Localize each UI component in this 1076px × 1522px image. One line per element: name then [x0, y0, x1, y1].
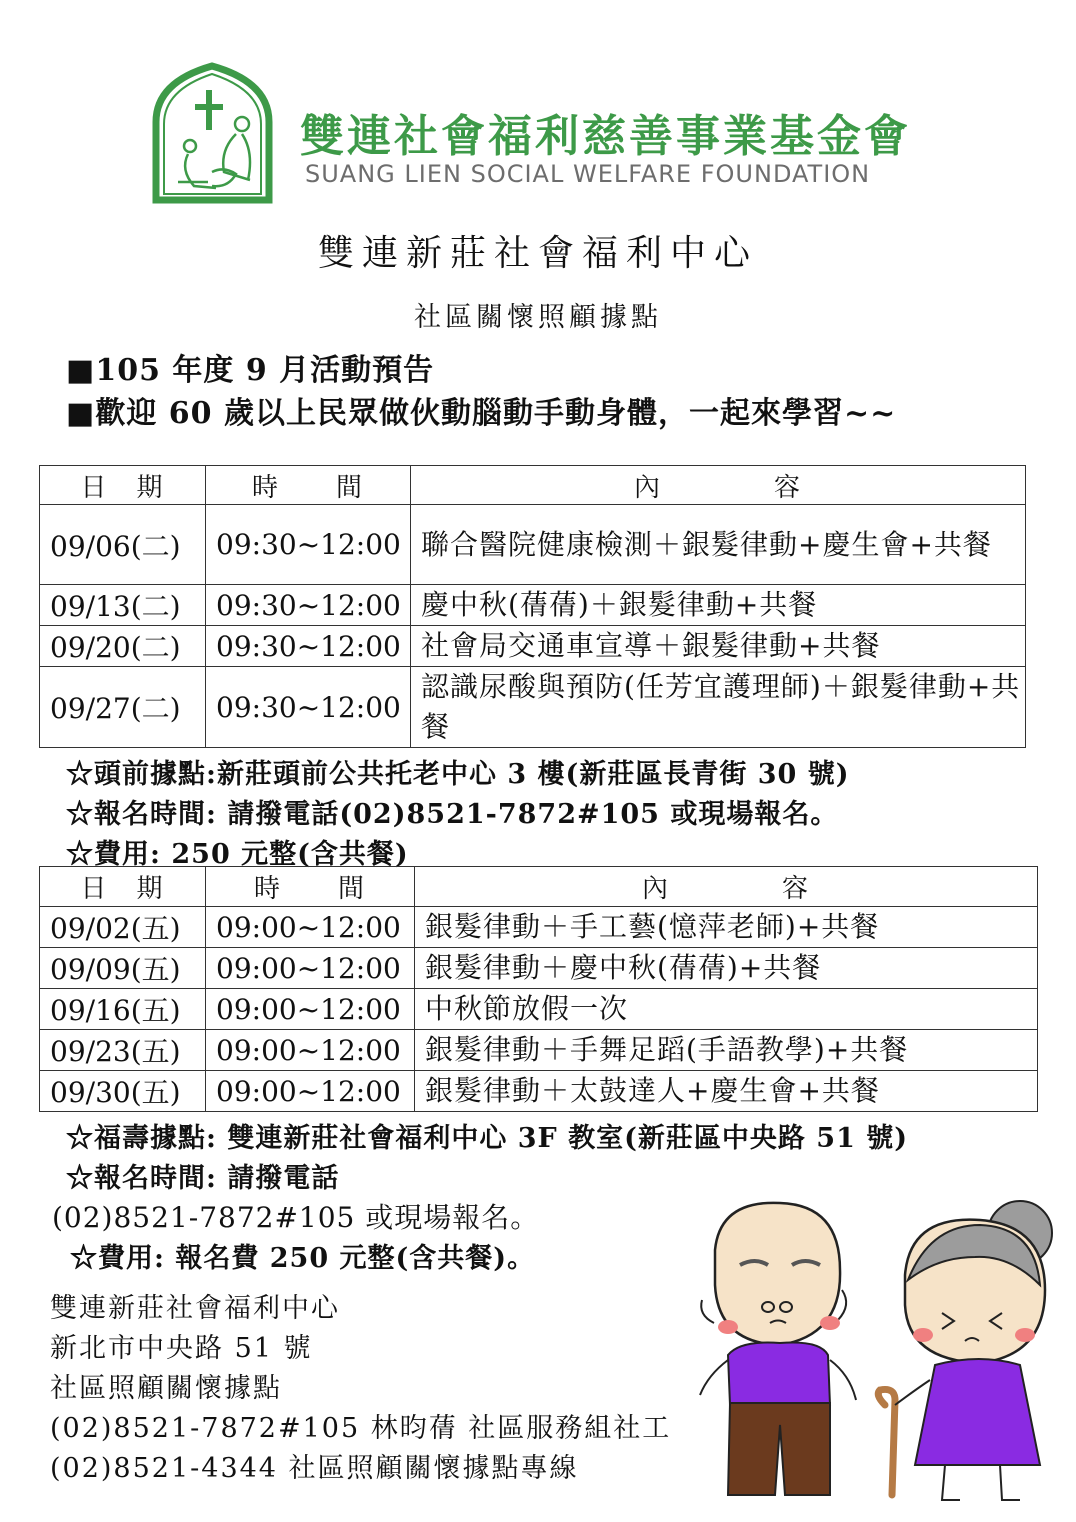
- note-phone-2: (02)8521-7872#105 或現場報名。: [52, 1201, 540, 1234]
- row-date: 09/16(五): [40, 989, 206, 1030]
- schedule-table-2: [39, 866, 1038, 1112]
- header-content: 內 容: [411, 466, 1026, 505]
- table-row: [40, 989, 1038, 1030]
- header-time: 時 間: [206, 466, 411, 505]
- row-content: 認識尿酸與預防(任芳宜護理師)＋銀髮律動+共餐: [411, 667, 1026, 748]
- row-time: 09:00~12:00: [206, 907, 415, 948]
- row-time: 09:00~12:00: [206, 948, 415, 989]
- table-row: [40, 505, 1026, 585]
- contact-hotline: (02)8521-4344 社區照顧關懷據點專線: [50, 1453, 579, 1484]
- row-content: 中秋節放假一次: [415, 989, 1038, 1030]
- grandma-figure: [878, 1201, 1052, 1500]
- center-name: 雙連新莊社會福利中心: [317, 233, 758, 274]
- row-time: 09:00~12:00: [206, 1071, 415, 1112]
- table-row: [40, 626, 1026, 667]
- row-content: 聯合醫院健康檢測＋銀髮律動+慶生會+共餐: [411, 505, 1026, 585]
- row-date: 09/27(二): [40, 667, 206, 748]
- table-row: [40, 1030, 1038, 1071]
- table-header-row: [40, 466, 1026, 505]
- row-date: 09/02(五): [40, 907, 206, 948]
- sub-name: 社區關懷照顧據點: [414, 302, 662, 333]
- note-signup-2: ☆報名時間: 請撥電話: [66, 1163, 340, 1194]
- table-row: [40, 948, 1038, 989]
- note-fee-2: ☆費用: 報名費 250 元整(含共餐)。: [70, 1243, 536, 1274]
- row-time: 09:00~12:00: [206, 989, 415, 1030]
- note-signup-1: ☆報名時間: 請撥電話(02)8521-7872#105 或現場報名。: [66, 799, 839, 830]
- row-date: 09/20(二): [40, 626, 206, 667]
- row-date: 09/13(二): [40, 585, 206, 626]
- grandpa-figure: [700, 1203, 856, 1495]
- row-content: 銀髮律動＋手舞足蹈(手語教學)+共餐: [415, 1030, 1038, 1071]
- header-time: 時 間: [206, 867, 415, 907]
- header-date: 日 期: [40, 867, 206, 907]
- note-fee-1: ☆費用: 250 元整(含共餐): [66, 839, 409, 870]
- headline-welcome: ■歡迎 60 歲以上民眾做伙動腦動手動身體，一起來學習~~: [66, 396, 897, 431]
- note-location-2: ☆福壽據點: 雙連新莊社會福利中心 3F 教室(新莊區中央路 51 號): [66, 1123, 909, 1154]
- row-content: 銀髮律動＋手工藝(憶萍老師)+共餐: [415, 907, 1038, 948]
- row-time: 09:30~12:00: [206, 626, 411, 667]
- table-row: [40, 585, 1026, 626]
- row-date: 09/30(五): [40, 1071, 206, 1112]
- row-time: 09:30~12:00: [206, 505, 411, 585]
- row-date: 09/23(五): [40, 1030, 206, 1071]
- contact-social-worker: (02)8521-7872#105 林昀蒨 社區服務組社工: [50, 1413, 672, 1444]
- row-content: 銀髮律動＋太鼓達人+慶生會+共餐: [415, 1071, 1038, 1112]
- header-content: 內 容: [415, 867, 1038, 907]
- elderly-couple-illustration: [680, 1195, 1065, 1510]
- org-name-en: SUANG LIEN SOCIAL WELFARE FOUNDATION: [305, 160, 871, 188]
- table-row: [40, 1071, 1038, 1112]
- contact-address: 新北市中央路 51 號: [50, 1333, 313, 1364]
- table-row: [40, 667, 1026, 748]
- table-row: [40, 907, 1038, 948]
- row-content: 社會局交通車宣導＋銀髮律動+共餐: [411, 626, 1026, 667]
- schedule-table-1: [39, 465, 1026, 748]
- row-time: 09:00~12:00: [206, 1030, 415, 1071]
- row-content: 銀髮律動＋慶中秋(蒨蒨)+共餐: [415, 948, 1038, 989]
- org-name-cn: 雙連社會福利慈善事業基金會: [300, 111, 911, 162]
- contact-unit: 社區照顧關懷據點: [50, 1373, 282, 1404]
- contact-center: 雙連新莊社會福利中心: [50, 1293, 340, 1324]
- foundation-logo: [150, 62, 275, 204]
- row-date: 09/06(二): [40, 505, 206, 585]
- header-date: 日 期: [40, 466, 206, 505]
- table-header-row: [40, 867, 1038, 907]
- headline-month: ■105 年度 9 月活動預告: [66, 353, 435, 388]
- row-time: 09:30~12:00: [206, 667, 411, 748]
- row-content: 慶中秋(蒨蒨)＋銀髮律動+共餐: [411, 585, 1026, 626]
- row-date: 09/09(五): [40, 948, 206, 989]
- row-time: 09:30~12:00: [206, 585, 411, 626]
- note-location-1: ☆頭前據點:新莊頭前公共托老中心 3 樓(新莊區長青街 30 號): [66, 759, 850, 790]
